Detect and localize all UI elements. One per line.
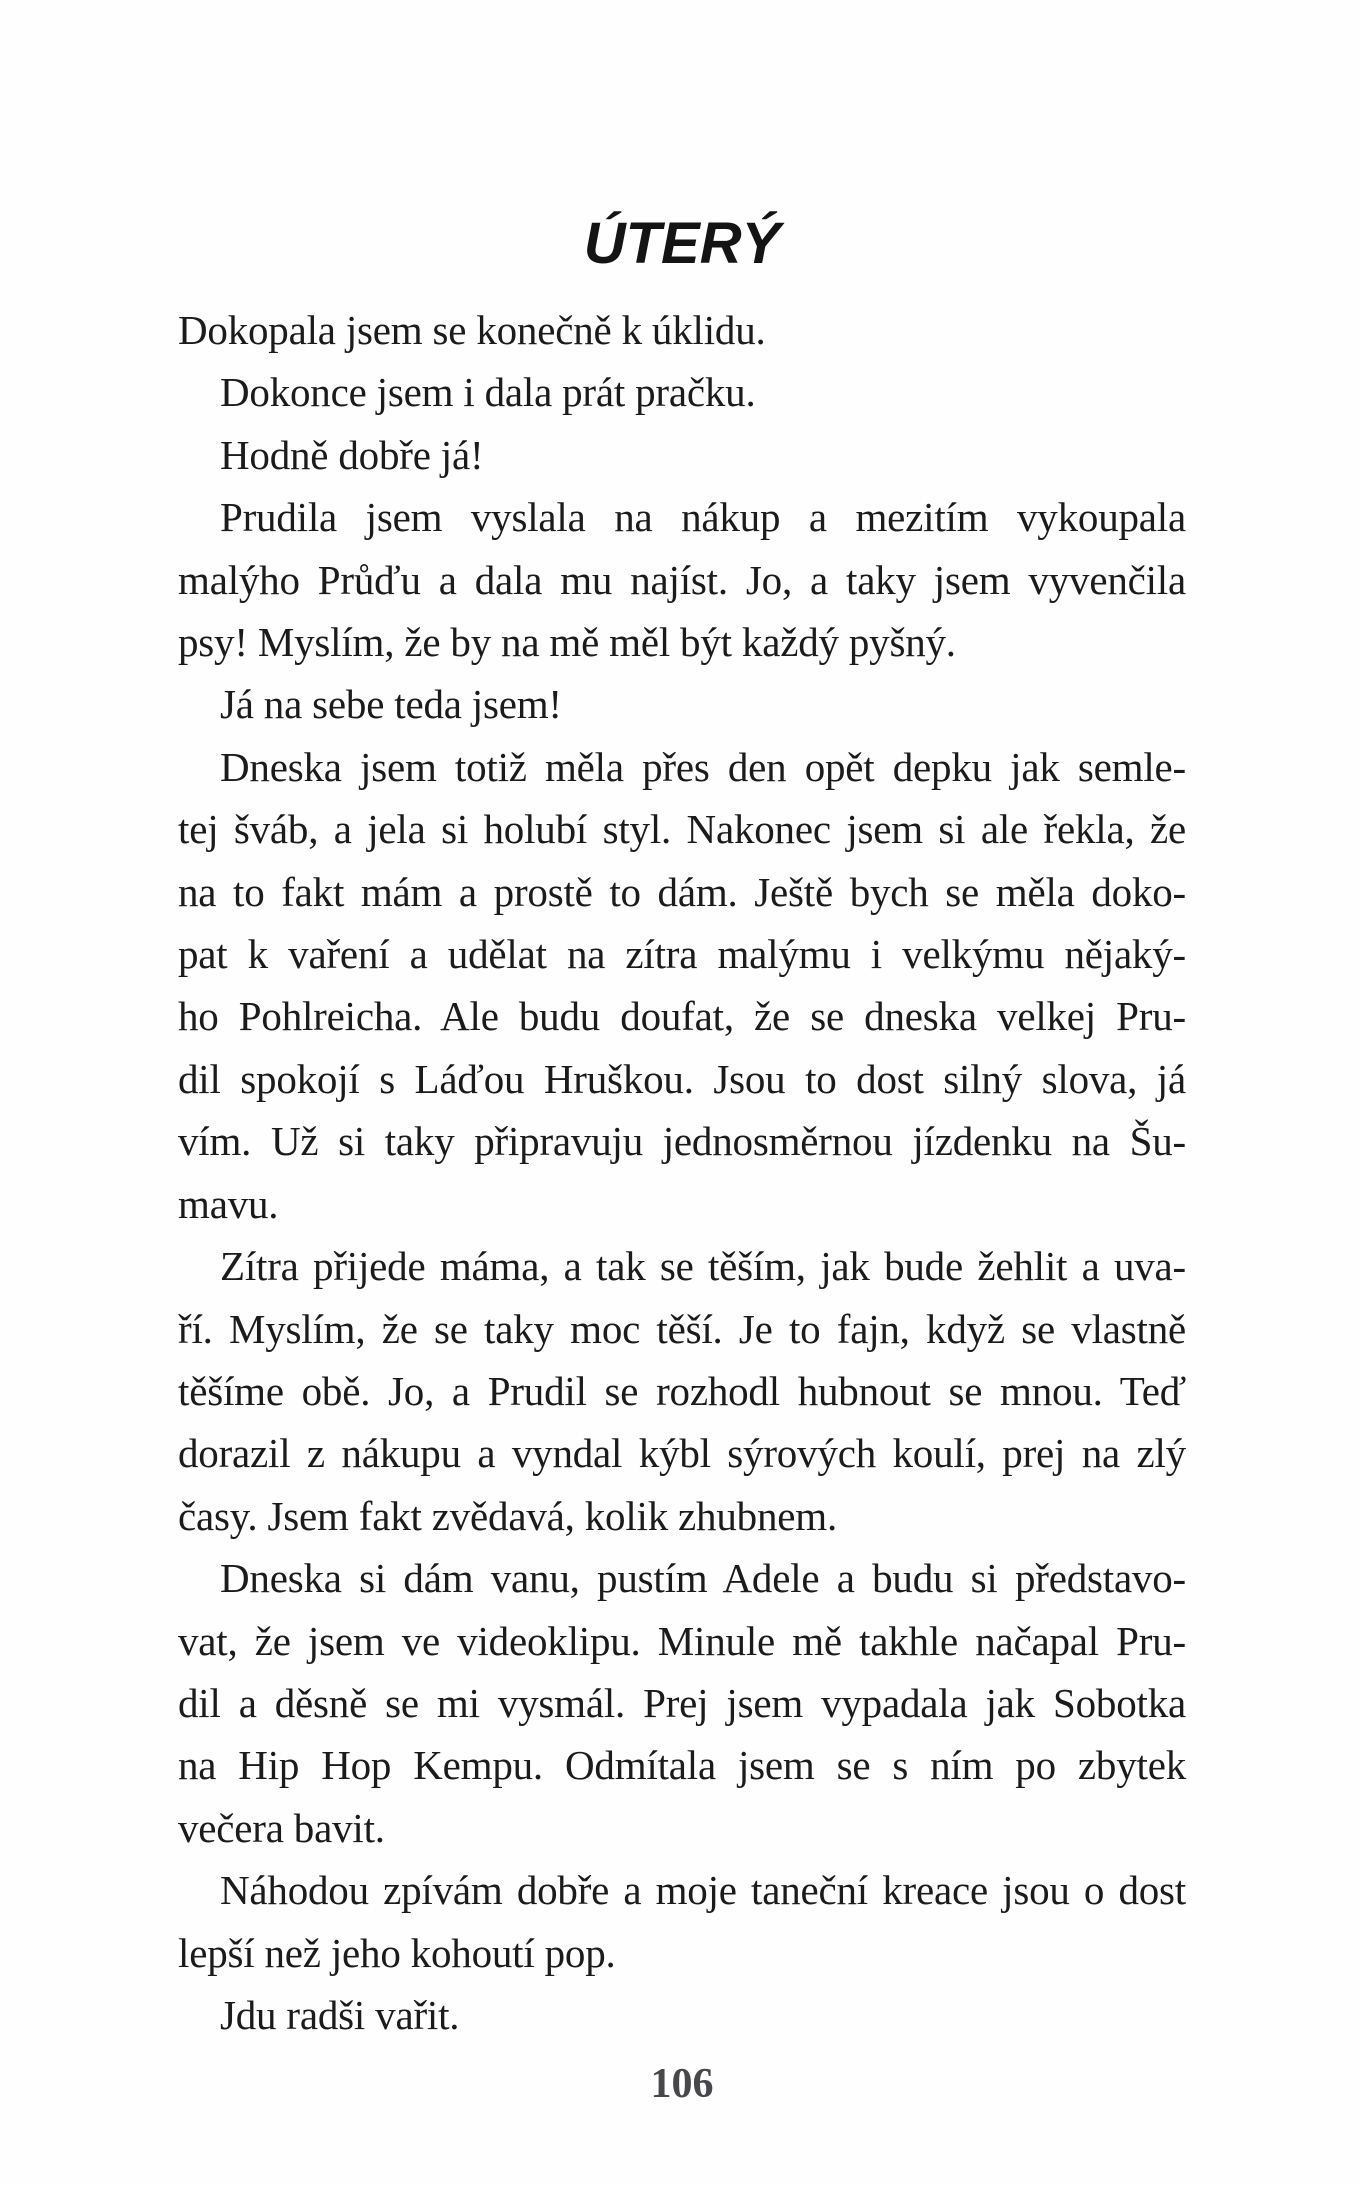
paragraph xyxy=(178,361,1186,423)
text-line: tej šváb, a jela si holubí styl. Nakonec jsem si ale řekla, že xyxy=(178,806,1186,853)
text-body xyxy=(178,299,1186,2046)
text-line: časy. Jsem fakt zvědavá, kolik zhubnem. xyxy=(178,1492,837,1539)
text-line: malýho Průďu a dala mu najíst. Jo, a taky jsem vyvenčila xyxy=(178,556,1186,603)
paragraph xyxy=(178,736,1186,1235)
text-line: dil spokojí s Láďou Hruškou. Jsou to dost silný slova, já xyxy=(178,1055,1186,1102)
text-line: mavu. xyxy=(178,1180,279,1227)
text-line: ho Pohlreicha. Ale budu doufat, že se dneska velkej Pru- xyxy=(178,993,1186,1040)
paragraph xyxy=(178,1859,1186,1984)
text-line: Jdu radši vařit. xyxy=(220,1991,460,2038)
text-line: pat k vaření a udělat na zítra malýmu i velkýmu nějaký- xyxy=(178,931,1186,978)
text-line: ří. Myslím, že se taky moc těší. Je to fajn, když se vlastně xyxy=(178,1305,1186,1352)
text-line: dorazil z nákupu a vyndal kýbl sýrových koulí, prej na zlý xyxy=(178,1430,1186,1477)
paragraph xyxy=(178,1235,1186,1547)
text-line: těšíme obě. Jo, a Prudil se rozhodl hubnout se mnou. Teď xyxy=(178,1367,1186,1414)
text-line: Dokopala jsem se konečně k úklidu. xyxy=(178,307,766,353)
text-line: na to fakt mám a prostě to dám. Ještě bych se měla doko- xyxy=(178,868,1186,915)
paragraph xyxy=(178,486,1186,673)
text-line: lepší než jeho kohoutí pop. xyxy=(178,1929,616,1976)
paragraph xyxy=(178,1984,1186,2046)
text-line: Dokonce jsem i dala prát pračku. xyxy=(220,369,756,416)
text-line: večera bavit. xyxy=(178,1804,385,1851)
paragraph xyxy=(178,1547,1186,1859)
text-line: Já na sebe teda jsem! xyxy=(220,681,562,728)
text-line: Hodně dobře já! xyxy=(220,431,484,478)
text-line: dil a děsně se mi vysmál. Prej jsem vypadala jak Sobotka xyxy=(178,1679,1186,1726)
text-line: na Hip Hop Kempu. Odmítala jsem se s ním po zbytek xyxy=(178,1742,1186,1789)
text-line: Zítra přijede máma, a tak se těším, jak bude žehlit a uva- xyxy=(220,1243,1186,1290)
text-line: Dneska si dám vanu, pustím Adele a budu si představo- xyxy=(220,1555,1186,1602)
text-line: vat, že jsem ve videoklipu. Minule mě takhle načapal Pru- xyxy=(178,1617,1186,1664)
paragraph xyxy=(178,673,1186,735)
page-number: 106 xyxy=(650,2061,714,2107)
paragraph xyxy=(178,424,1186,486)
text-line: Prudila jsem vyslala na nákup a mezitím vykoupala xyxy=(220,494,1186,541)
text-line: Dneska jsem totiž měla přes den opět depku jak semle- xyxy=(220,743,1186,790)
text-line: psy! Myslím, že by na mě měl být každý pyšný. xyxy=(178,619,956,666)
text-line: vím. Už si taky připravuju jednosměrnou jízdenku na Šu- xyxy=(178,1118,1186,1165)
paragraph xyxy=(178,299,1186,361)
text-line: Náhodou zpívám dobře a moje taneční kreace jsou o dost xyxy=(220,1867,1186,1914)
page-title: ÚTERÝ xyxy=(583,211,781,276)
